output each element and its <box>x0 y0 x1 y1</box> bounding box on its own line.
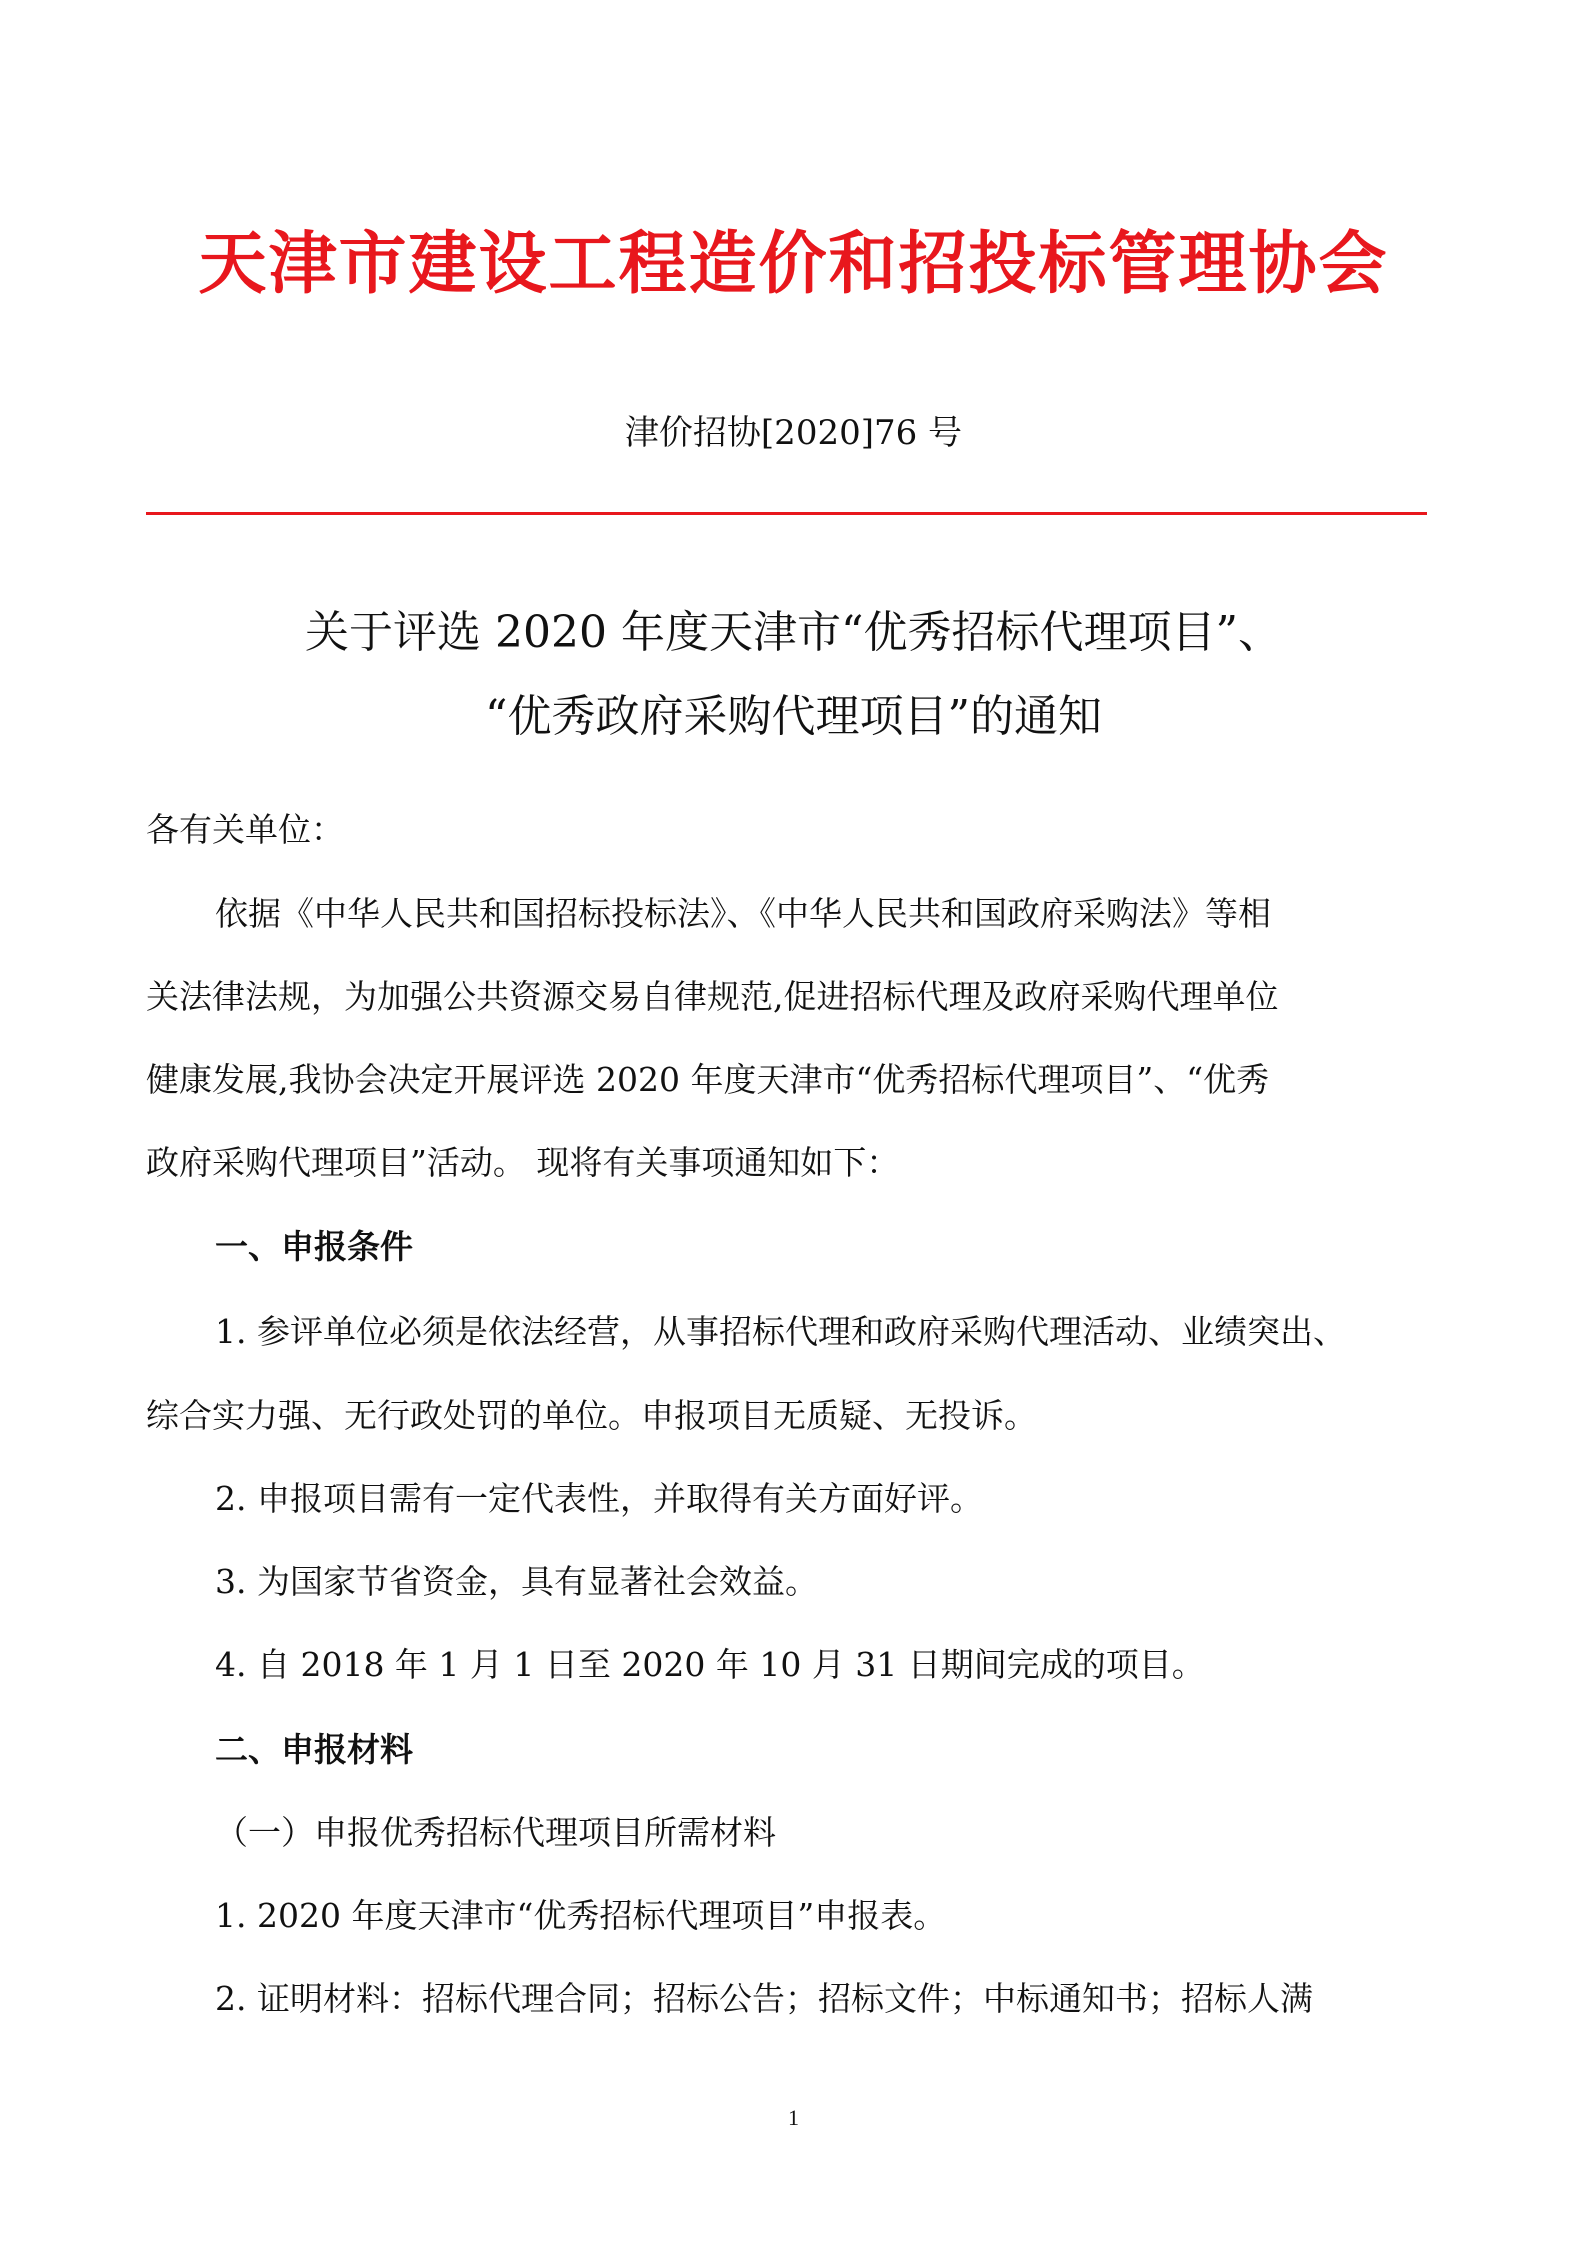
condition-item-line: 4. 自 2018 年 1 月 1 日至 2020 年 10 月 31 日期间完成的项目。 <box>215 1645 1205 1684</box>
intro-paragraph-line: 健康发展,我协会决定开展评选 2020 年度天津市“优秀招标代理项目”、“优秀 <box>146 1060 1270 1099</box>
material-item-line: 2. 证明材料：招标代理合同；招标公告；招标文件；中标通知书；招标人满 <box>215 1979 1313 2018</box>
condition-item-line: 综合实力强、无行政处罚的单位。申报项目无质疑、无投诉。 <box>146 1396 1037 1435</box>
document-number: 津价招协[2020]76 号 <box>624 413 963 453</box>
material-item-line: 1. 2020 年度天津市“优秀招标代理项目”申报表。 <box>215 1896 947 1935</box>
condition-item-line: 3. 为国家节省资金，具有显著社会效益。 <box>215 1562 818 1601</box>
page-number: 1 <box>788 2105 799 2130</box>
condition-item-line: 2. 申报项目需有一定代表性，并取得有关方面好评。 <box>215 1479 983 1518</box>
section-heading-application-materials: 二、申报材料 <box>215 1730 413 1769</box>
intro-paragraph-line: 依据《中华人民共和国招标投标法》、《中华人民共和国政府采购法》等相 <box>215 894 1271 933</box>
intro-paragraph-line: 政府采购代理项目”活动。 现将有关事项通知如下： <box>146 1143 900 1182</box>
intro-paragraph-line: 关法律法规，为加强公共资源交易自律规范,促进招标代理及政府采购代理单位 <box>146 977 1279 1016</box>
notice-title-line-2: “优秀政府采购代理项目”的通知 <box>485 691 1102 742</box>
header-divider <box>146 512 1427 515</box>
condition-item-line: 1. 参评单位必须是依法经营，从事招标代理和政府采购代理活动、业绩突出、 <box>215 1312 1346 1351</box>
notice-title-line-1: 关于评选 2020 年度天津市“优秀招标代理项目”、 <box>305 607 1282 658</box>
salutation: 各有关单位： <box>146 810 344 849</box>
section-heading-application-conditions: 一、申报条件 <box>215 1227 413 1266</box>
organization-header: 天津市建设工程造价和招投标管理协会 <box>198 224 1389 304</box>
subsection-heading: （一）申报优秀招标代理项目所需材料 <box>215 1813 776 1852</box>
